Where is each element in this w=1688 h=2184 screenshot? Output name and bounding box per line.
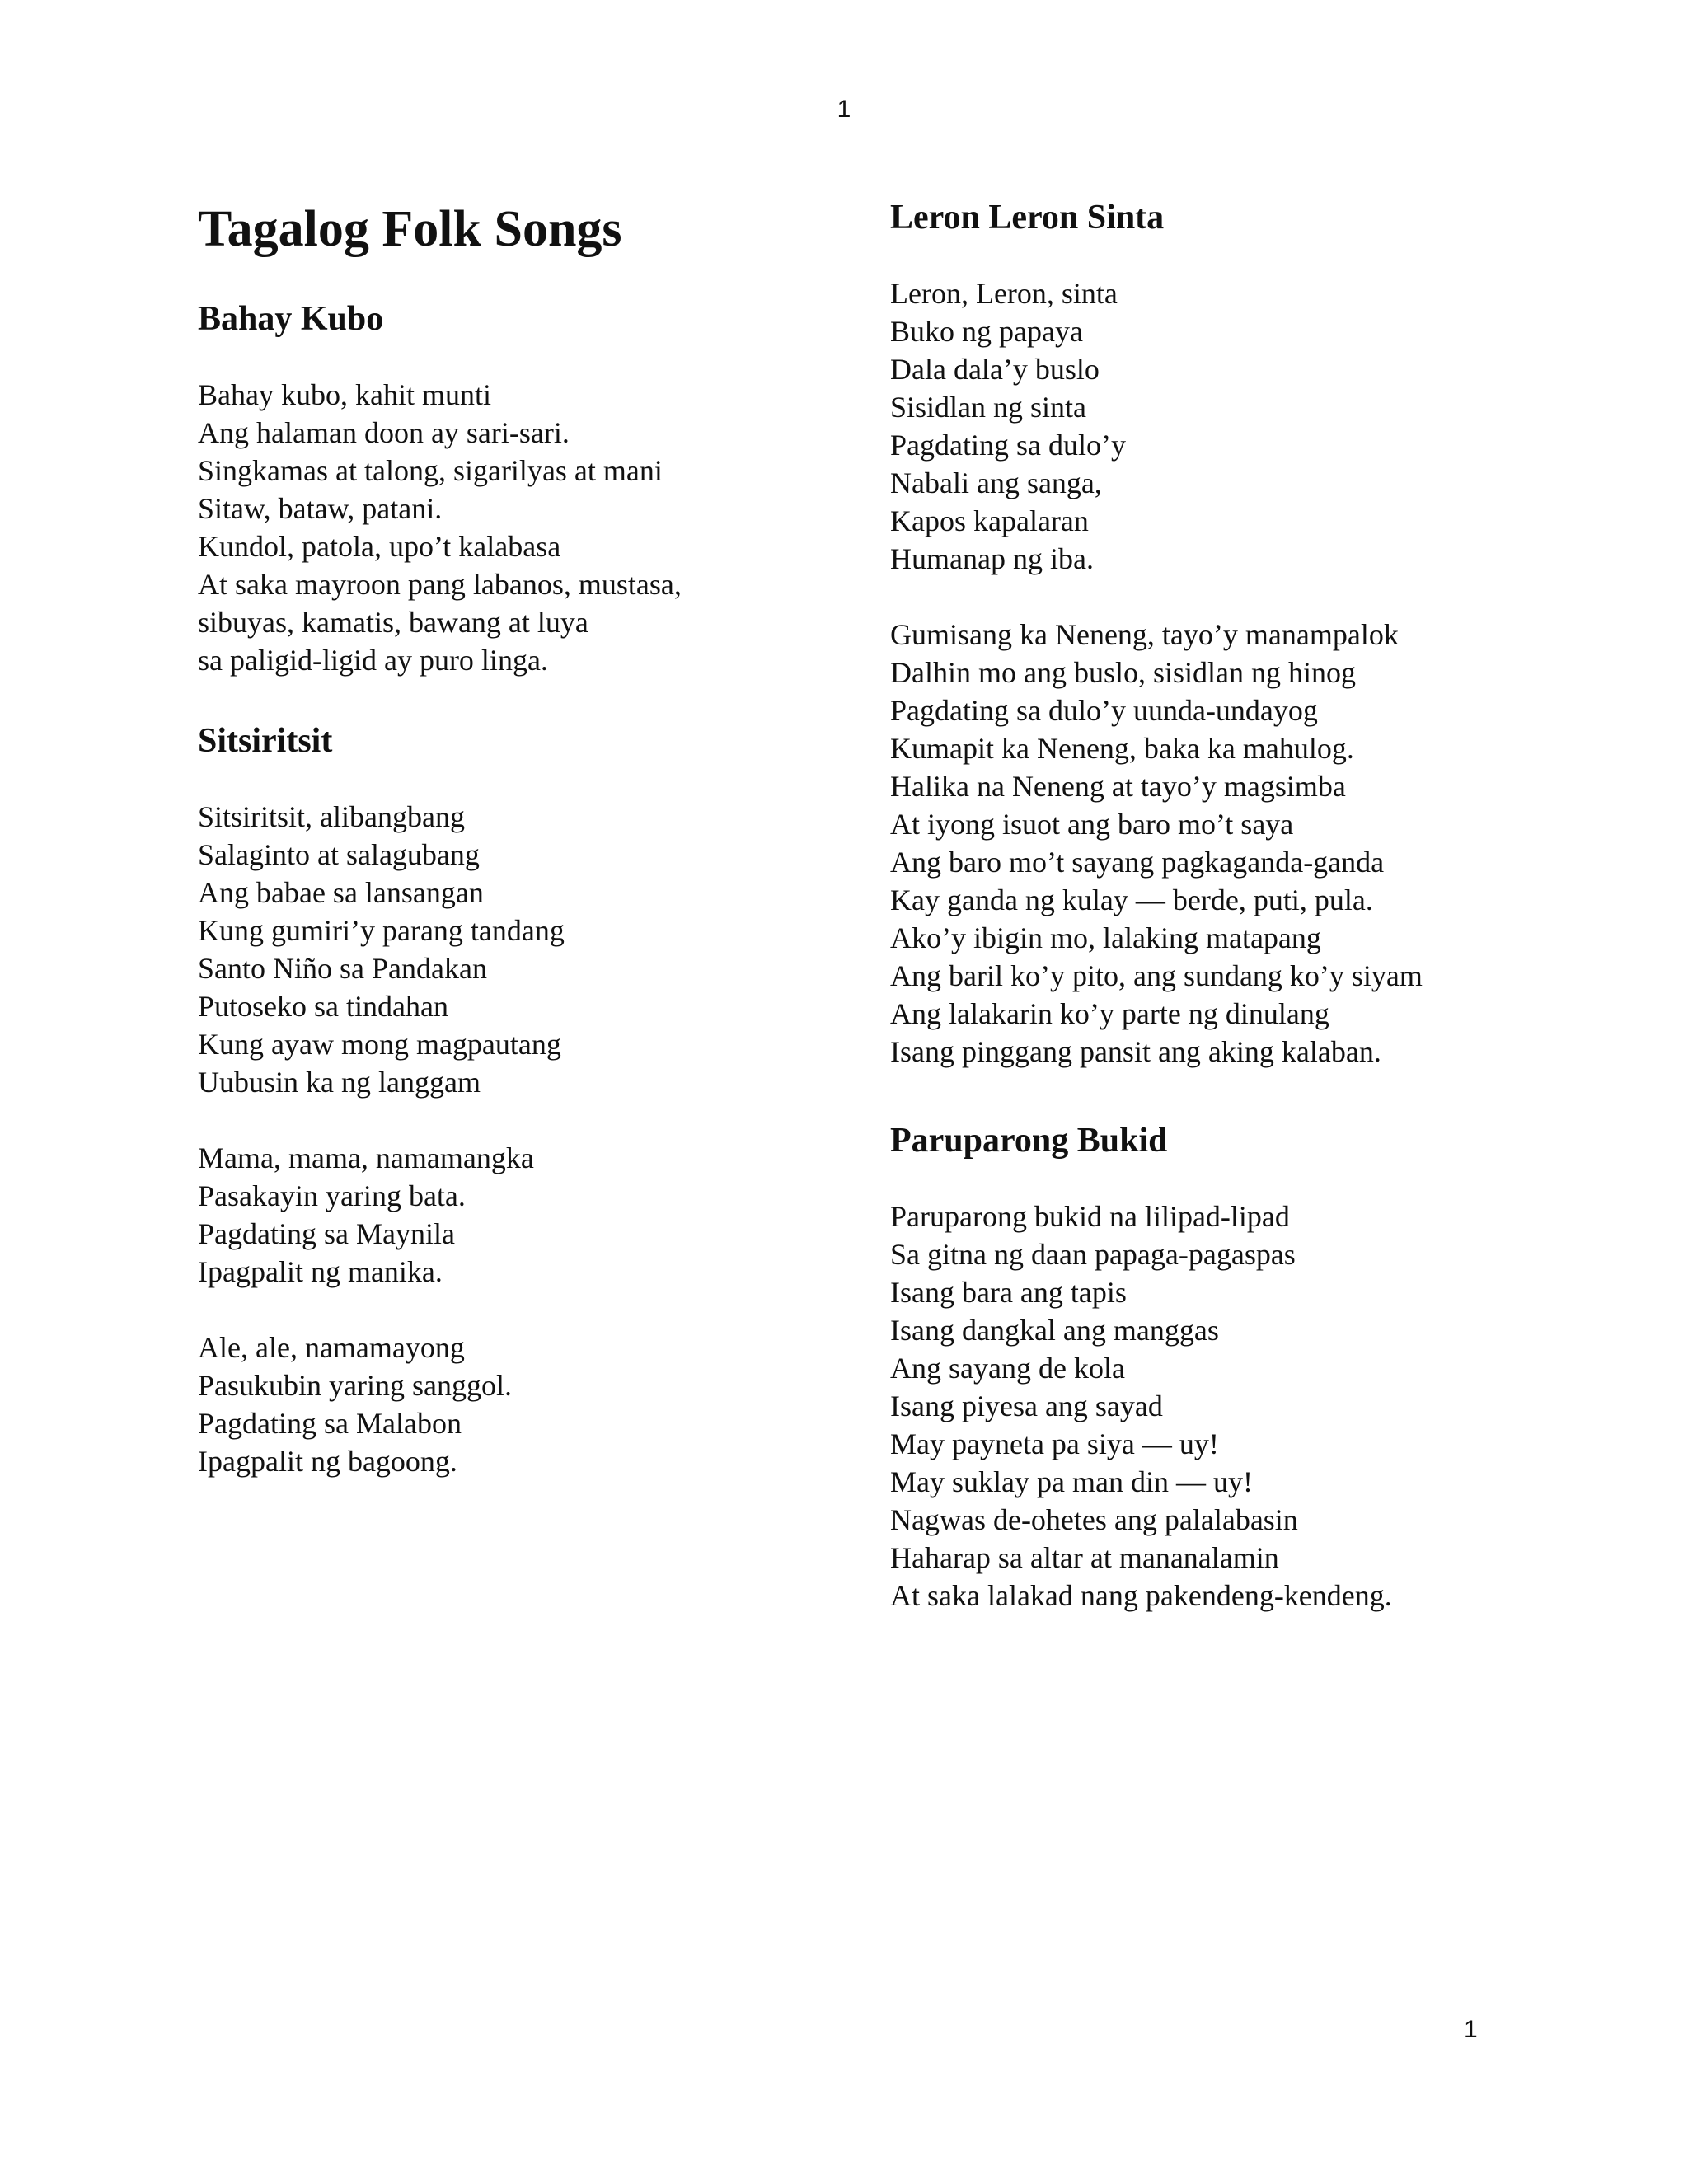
lyric-line: Singkamas at talong, sigarilyas at mani [198,454,663,487]
song-title: Paruparong Bukid [890,1122,1168,1160]
lyric-line: Sitaw, bataw, patani. [198,492,443,525]
lyric-line: Dala dala’y buslo [890,353,1100,386]
lyric-line: Sitsiritsit, alibangbang [198,800,465,833]
lyric-line: Mama, mama, namamangka [198,1141,534,1174]
lyric-line: Dalhin mo ang buslo, sisidlan ng hinog [890,656,1356,689]
lyric-line: Kumapit ka Neneng, baka ka mahulog. [890,732,1354,765]
stanza [198,798,857,1101]
lyric-line: At saka mayroon pang labanos, mustasa, [198,568,682,601]
lyric-line: Pagdating sa dulo’y uunda-undayog [890,694,1318,727]
lyric-line: Kundol, patola, upo’t kalabasa [198,530,561,563]
lyric-line: Ang babae sa lansangan [198,876,484,909]
lyric-line: Ang lalakarin ko’y parte ng dinulang [890,997,1329,1030]
lyric-line: Santo Niño sa Pandakan [198,952,487,985]
lyric-line: Nagwas de-ohetes ang palalabasin [890,1503,1298,1536]
lyric-line: Nabali ang sanga, [890,466,1102,499]
song-sitsiritsit [198,717,857,1480]
lyric-line: Haharap sa altar at mananalamin [890,1541,1279,1574]
lyric-line: May suklay pa man din — uy! [890,1465,1253,1498]
page-number-top: 1 [837,96,851,123]
song-title: Bahay Kubo [198,300,384,338]
lyric-line: Ale, ale, namamayong [198,1331,465,1364]
stanza [890,616,1517,1071]
stanza [890,274,1517,578]
lyric-line: Pasakayin yaring bata. [198,1179,466,1212]
lyric-line: sibuyas, kamatis, bawang at luya [198,606,588,639]
lyric-line: Pagdating sa dulo’y [890,429,1126,462]
stanza [198,1329,857,1480]
lyric-line: Bahay kubo, kahit munti [198,378,491,411]
stanza [890,1197,1517,1615]
lyric-line: Ang baril ko’y pito, ang sundang ko’y siyam [890,959,1423,992]
lyric-line: sa paligid-ligid ay puro linga. [198,644,548,677]
lyric-line: Isang piyesa ang sayad [890,1390,1163,1422]
lyric-line: At iyong isuot ang baro mo’t saya [890,808,1294,841]
lyric-line: At saka lalakad nang pakendeng-kendeng. [890,1579,1392,1612]
document-title: Tagalog Folk Songs [198,201,622,257]
stanza [198,1139,857,1291]
lyric-line: Kung gumiri’y parang tandang [198,914,565,947]
song-title: Leron Leron Sinta [890,199,1165,237]
lyric-line: Ipagpalit ng bagoong. [198,1445,457,1478]
left-column [198,196,857,1518]
song-leron-leron-sinta [890,194,1517,1071]
lyric-line: Buko ng papaya [890,315,1083,348]
lyric-line: Isang bara ang tapis [890,1276,1127,1309]
lyric-line: Halika na Neneng at tayo’y magsimba [890,770,1346,803]
lyric-line: Ang sayang de kola [890,1352,1125,1385]
lyric-line: Kung ayaw mong magpautang [198,1028,561,1061]
lyric-line: Kapos kapalaran [890,504,1089,537]
lyric-line: Salaginto at salagubang [198,838,480,871]
song-title: Sitsiritsit [198,722,333,760]
song-bahay-kubo [198,295,857,679]
lyric-line: Humanap ng iba. [890,542,1094,575]
lyric-line: Pagdating sa Malabon [198,1407,462,1440]
lyric-line: Pagdating sa Maynila [198,1217,455,1250]
lyric-line: Ang baro mo’t sayang pagkaganda-ganda [890,846,1385,879]
lyric-line: Paruparong bukid na lilipad-lipad [890,1200,1290,1233]
lyric-line: Gumisang ka Neneng, tayo’y manampalok [890,618,1399,651]
lyric-line: Isang dangkal ang manggas [890,1314,1219,1347]
lyric-line: Uubusin ka ng langgam [198,1066,481,1099]
lyric-line: Putoseko sa tindahan [198,990,448,1023]
page-number-bottom: 1 [1464,2016,1478,2043]
right-column [890,194,1517,1652]
lyric-line: Ako’y ibigin mo, lalaking matapang [890,921,1321,954]
song-paruparong-bukid [890,1117,1517,1615]
stanza [198,376,857,679]
lyric-line: Leron, Leron, sinta [890,277,1118,310]
lyric-line: Sa gitna ng daan papaga-pagaspas [890,1238,1296,1271]
lyric-line: Ang halaman doon ay sari-sari. [198,416,570,449]
lyric-line: Pasukubin yaring sanggol. [198,1369,512,1402]
lyric-line: Sisidlan ng sinta [890,391,1087,424]
lyric-line: May payneta pa siya — uy! [890,1427,1219,1460]
lyric-line: Isang pinggang pansit ang aking kalaban. [890,1035,1381,1068]
lyric-line: Kay ganda ng kulay — berde, puti, pula. [890,883,1373,916]
lyric-line: Ipagpalit ng manika. [198,1255,443,1288]
